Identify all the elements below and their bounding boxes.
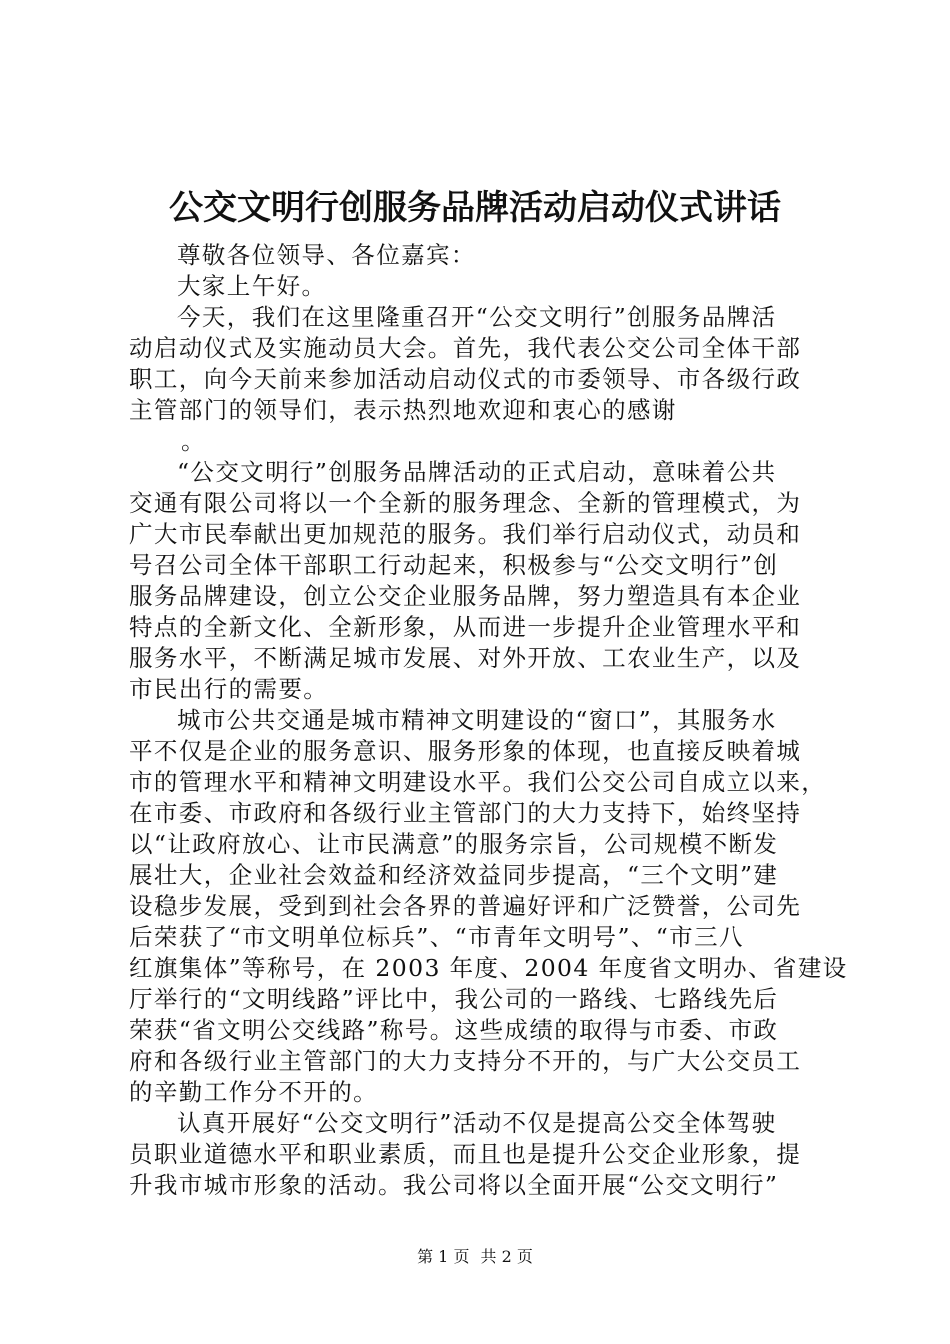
paragraph-line: 厅举行的“文明线路”评比中，我公司的一路线、七路线先后 bbox=[129, 985, 779, 1013]
paragraph-line: 特点的全新文化、全新形象，从而进一步提升企业管理水平和 bbox=[129, 613, 802, 641]
paragraph-line: 红旗集体”等称号，在 2003 年度、2004 年度省文明办、省建设 bbox=[129, 954, 848, 982]
page-total: 共 2 页 bbox=[480, 1247, 533, 1266]
paragraph-line: 认真开展好“公交文明行”活动不仅是提高公交全体驾驶 bbox=[177, 1109, 777, 1137]
paragraph-line: 设稳步发展，受到到社会各界的普遍好评和广泛赞誉，公司先 bbox=[129, 892, 802, 920]
paragraph-line: 今天，我们在这里隆重召开“公交文明行”创服务品牌活 bbox=[177, 303, 777, 331]
page-footer bbox=[0, 1244, 950, 1267]
paragraph-line: 市民出行的需要。 bbox=[129, 675, 329, 703]
paragraph-line: 的辛勤工作分不开的。 bbox=[129, 1078, 378, 1106]
paragraph-line: 广大市民奉献出更加规范的服务。我们举行启动仪式，动员和 bbox=[129, 520, 802, 548]
paragraph-line: 号召公司全体干部职工行动起来，积极参与“公交文明行”创 bbox=[129, 551, 779, 579]
paragraph-line: 交通有限公司将以一个全新的服务理念、全新的管理模式，为 bbox=[129, 489, 802, 517]
paragraph-line: “公交文明行”创服务品牌活动的正式启动，意味着公共 bbox=[177, 458, 777, 486]
paragraph-line: 展壮大，企业社会效益和经济效益同步提高，“三个文明”建 bbox=[129, 861, 779, 889]
paragraph-line: 。 bbox=[181, 427, 206, 455]
page-number: 第 1 页 bbox=[417, 1247, 470, 1266]
greeting-line: 大家上午好。 bbox=[177, 272, 327, 300]
paragraph-line: 服务品牌建设，创立公交企业服务品牌，努力塑造具有本企业 bbox=[129, 582, 802, 610]
document-body bbox=[129, 240, 848, 1201]
paragraph-line: 平不仅是企业的服务意识、服务形象的体现，也直接反映着城 bbox=[129, 737, 802, 765]
paragraph-line: 升我市城市形象的活动。我公司将以全面开展“公交文明行” bbox=[129, 1171, 779, 1199]
paragraph-line: 员职业道德水平和职业素质，而且也是提升公交企业形象，提 bbox=[129, 1140, 802, 1168]
document-title: 公交文明行创服务品牌活动启动仪式讲话 bbox=[169, 188, 781, 228]
paragraph-line: 职工，向今天前来参加活动启动仪式的市委领导、市各级行政 bbox=[129, 365, 802, 393]
paragraph-line: 市的管理水平和精神文明建设水平。我们公交公司自成立以来， bbox=[129, 768, 827, 796]
paragraph-line: 主管部门的领导们，表示热烈地欢迎和衷心的感谢 bbox=[129, 396, 677, 424]
paragraph-line: 府和各级行业主管部门的大力支持分不开的，与广大公交员工 bbox=[129, 1047, 802, 1075]
paragraph-line: 以“让政府放心、让市民满意”的服务宗旨，公司规模不断发 bbox=[129, 830, 779, 858]
paragraph-line: 后荣获了“市文明单位标兵”、“市青年文明号”、“市三八 bbox=[129, 923, 744, 951]
paragraph-line: 动启动仪式及实施动员大会。首先，我代表公交公司全体干部 bbox=[129, 334, 802, 362]
paragraph-line: 服务水平，不断满足城市发展、对外开放、工农业生产，以及 bbox=[129, 644, 802, 672]
paragraph-line: 城市公共交通是城市精神文明建设的“窗口”，其服务水 bbox=[177, 706, 777, 734]
salutation-line: 尊敬各位领导、各位嘉宾： bbox=[177, 241, 476, 269]
paragraph-line: 荣获“省文明公交线路”称号。这些成绩的取得与市委、市政 bbox=[129, 1016, 779, 1044]
paragraph-line: 在市委、市政府和各级行业主管部门的大力支持下，始终坚持 bbox=[129, 799, 802, 827]
